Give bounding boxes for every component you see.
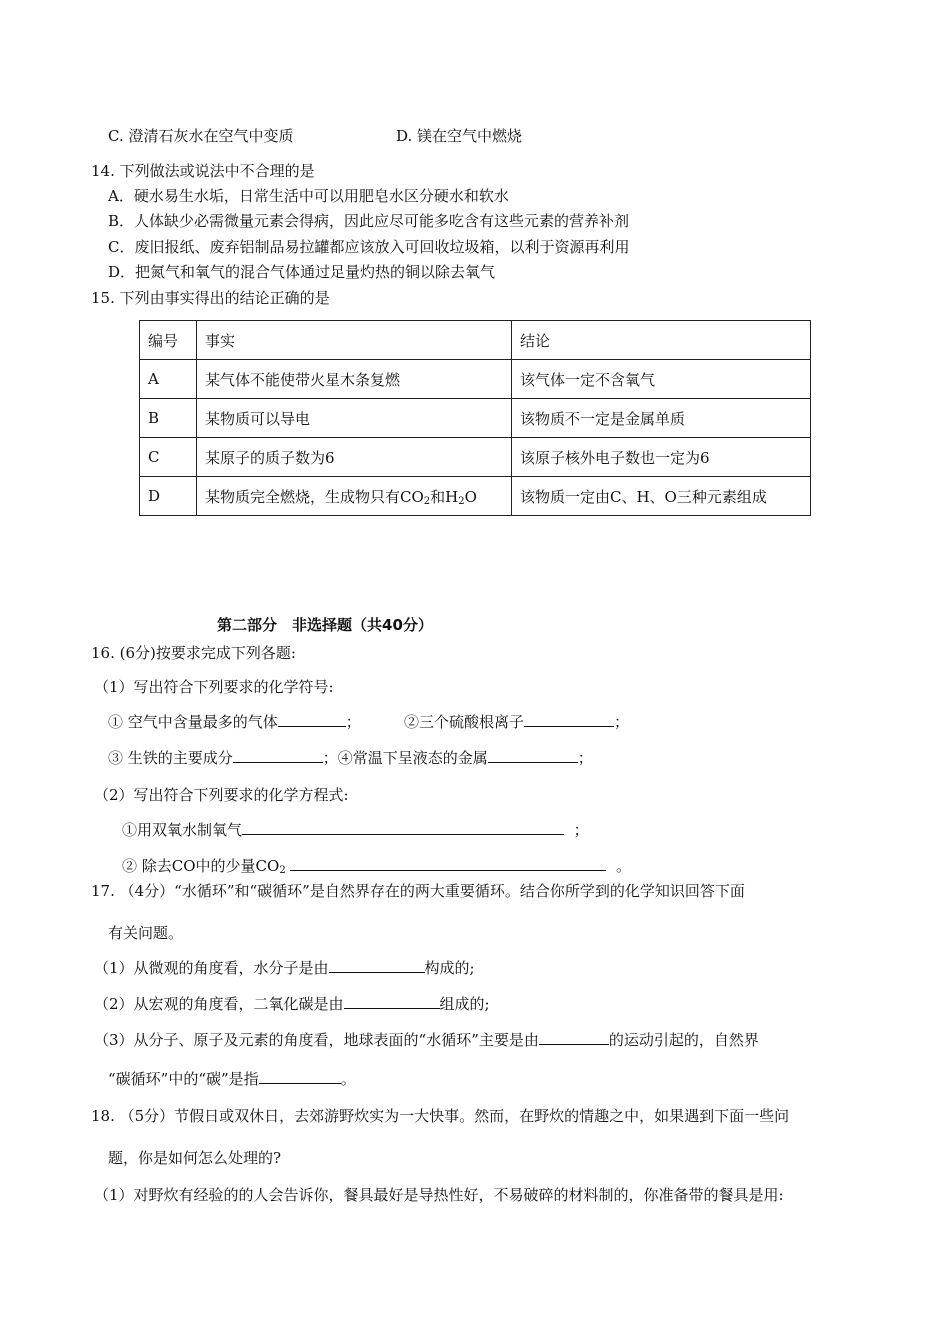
q16-stem: 16. (6分)按要求完成下列各题: <box>91 644 296 662</box>
q17-sub1: （1）从微观的角度看，水分子是由 构成的; <box>94 959 475 977</box>
q17-stem: 17. （4分）“水循环”和“碳循环”是自然界存在的两大重要循环。结合你所学到的化学知识回答下面 <box>91 882 745 900</box>
table-row <box>140 438 811 477</box>
q18-sub1: （1）对野炊有经验的的人会告诉你，餐具最好是导热性好，不易破碎的材料制的，你准备带的餐具是用: <box>94 1186 784 1204</box>
q17-sub3-cont: “碳循环”中的“碳”是指 。 <box>108 1070 356 1088</box>
answer-blank[interactable] <box>242 820 564 835</box>
table-cell: 该气体一定不含氧气 <box>512 360 811 399</box>
q14-stem: 14. 下列做法或说法中不合理的是 <box>91 162 315 180</box>
answer-blank[interactable] <box>344 994 440 1009</box>
table-row <box>140 477 811 516</box>
answer-blank[interactable] <box>233 748 323 763</box>
q16-equation2: ② 除去CO中的少量$CO_2$ 。 <box>122 857 632 876</box>
q17-sub2: （2）从宏观的角度看，二氧化碳是由 组成的; <box>94 995 490 1013</box>
table-header-cell: 编号 <box>140 321 197 360</box>
table-header-cell: 事实 <box>197 321 512 360</box>
q17-stem-cont: 有关问题。 <box>108 924 184 942</box>
table-cell: 该物质不一定是金属单质 <box>512 399 811 438</box>
table-row <box>140 360 811 399</box>
q13-option-d: D. 镁在空气中燃烧 <box>396 127 523 145</box>
table-cell: 某气体不能使带火星木条复燃 <box>197 360 512 399</box>
answer-blank[interactable] <box>278 712 346 727</box>
answer-blank[interactable] <box>290 856 606 871</box>
q14-option-d: D．把氮气和氧气的混合气体通过足量灼热的铜以除去氧气 <box>108 263 496 281</box>
q16-equation1: ①用双氧水制氧气 ； <box>122 821 589 839</box>
answer-blank[interactable] <box>259 1069 341 1084</box>
table-cell: D <box>140 477 197 516</box>
q14-option-b: B．人体缺少必需微量元素会得病，因此应尽可能多吃含有这些元素的营养补剂 <box>108 212 630 230</box>
q16-item2: ②三个硫酸根离子 ； <box>404 713 630 731</box>
table-header-row <box>140 321 811 360</box>
table-cell: 某物质可以导电 <box>197 399 512 438</box>
table-cell: 某原子的质子数为6 <box>197 438 512 477</box>
table-row <box>140 399 811 438</box>
q14-option-c: C．废旧报纸、废弃铝制品易拉罐都应该放入可回收垃圾箱，以利于资源再利用 <box>108 238 630 256</box>
table-cell: 该物质一定由C、H、O三种元素组成 <box>512 477 811 516</box>
q16-part1: （1）写出符合下列要求的化学符号: <box>94 678 334 696</box>
q16-part2: （2）写出符合下列要求的化学方程式: <box>94 786 349 804</box>
q18-stem: 18. （5分）节假日或双休日，去郊游野炊实为一大快事。然而，在野炊的情趣之中，如果遇到下面一些问 <box>91 1107 790 1125</box>
q14-option-a: A．硬水易生水垢，日常生活中可以用肥皂水区分硬水和软水 <box>108 187 509 205</box>
answer-blank[interactable] <box>329 958 425 973</box>
q16-item1: ① 空气中含量最多的气体 ； <box>108 713 361 731</box>
table-header-cell: 结论 <box>512 321 811 360</box>
answer-blank[interactable] <box>539 1030 609 1045</box>
q16-item3: ③ 生铁的主要成分 ；④常温下呈液态的金属 ； <box>108 749 593 767</box>
q17-sub3: （3）从分子、原子及元素的角度看，地球表面的“水循环”主要是由 的运动引起的，自然界 <box>94 1031 759 1049</box>
table-cell: B <box>140 399 197 438</box>
q15-table <box>139 320 811 516</box>
table-cell: 某物质完全燃烧，生成物只有$CO_2$和$H_2O$ <box>197 477 512 516</box>
answer-blank[interactable] <box>524 712 614 727</box>
q13-option-c: C. 澄清石灰水在空气中变质 <box>108 127 294 145</box>
q18-stem-cont: 题，你是如何怎么处理的? <box>108 1149 282 1167</box>
q15-stem: 15. 下列由事实得出的结论正确的是 <box>91 289 330 307</box>
table-cell: 该原子核外电子数也一定为6 <box>512 438 811 477</box>
part2-title: 第二部分 非选择题（共40分） <box>217 616 433 634</box>
table-cell: A <box>140 360 197 399</box>
table-cell: C <box>140 438 197 477</box>
answer-blank[interactable] <box>488 748 578 763</box>
